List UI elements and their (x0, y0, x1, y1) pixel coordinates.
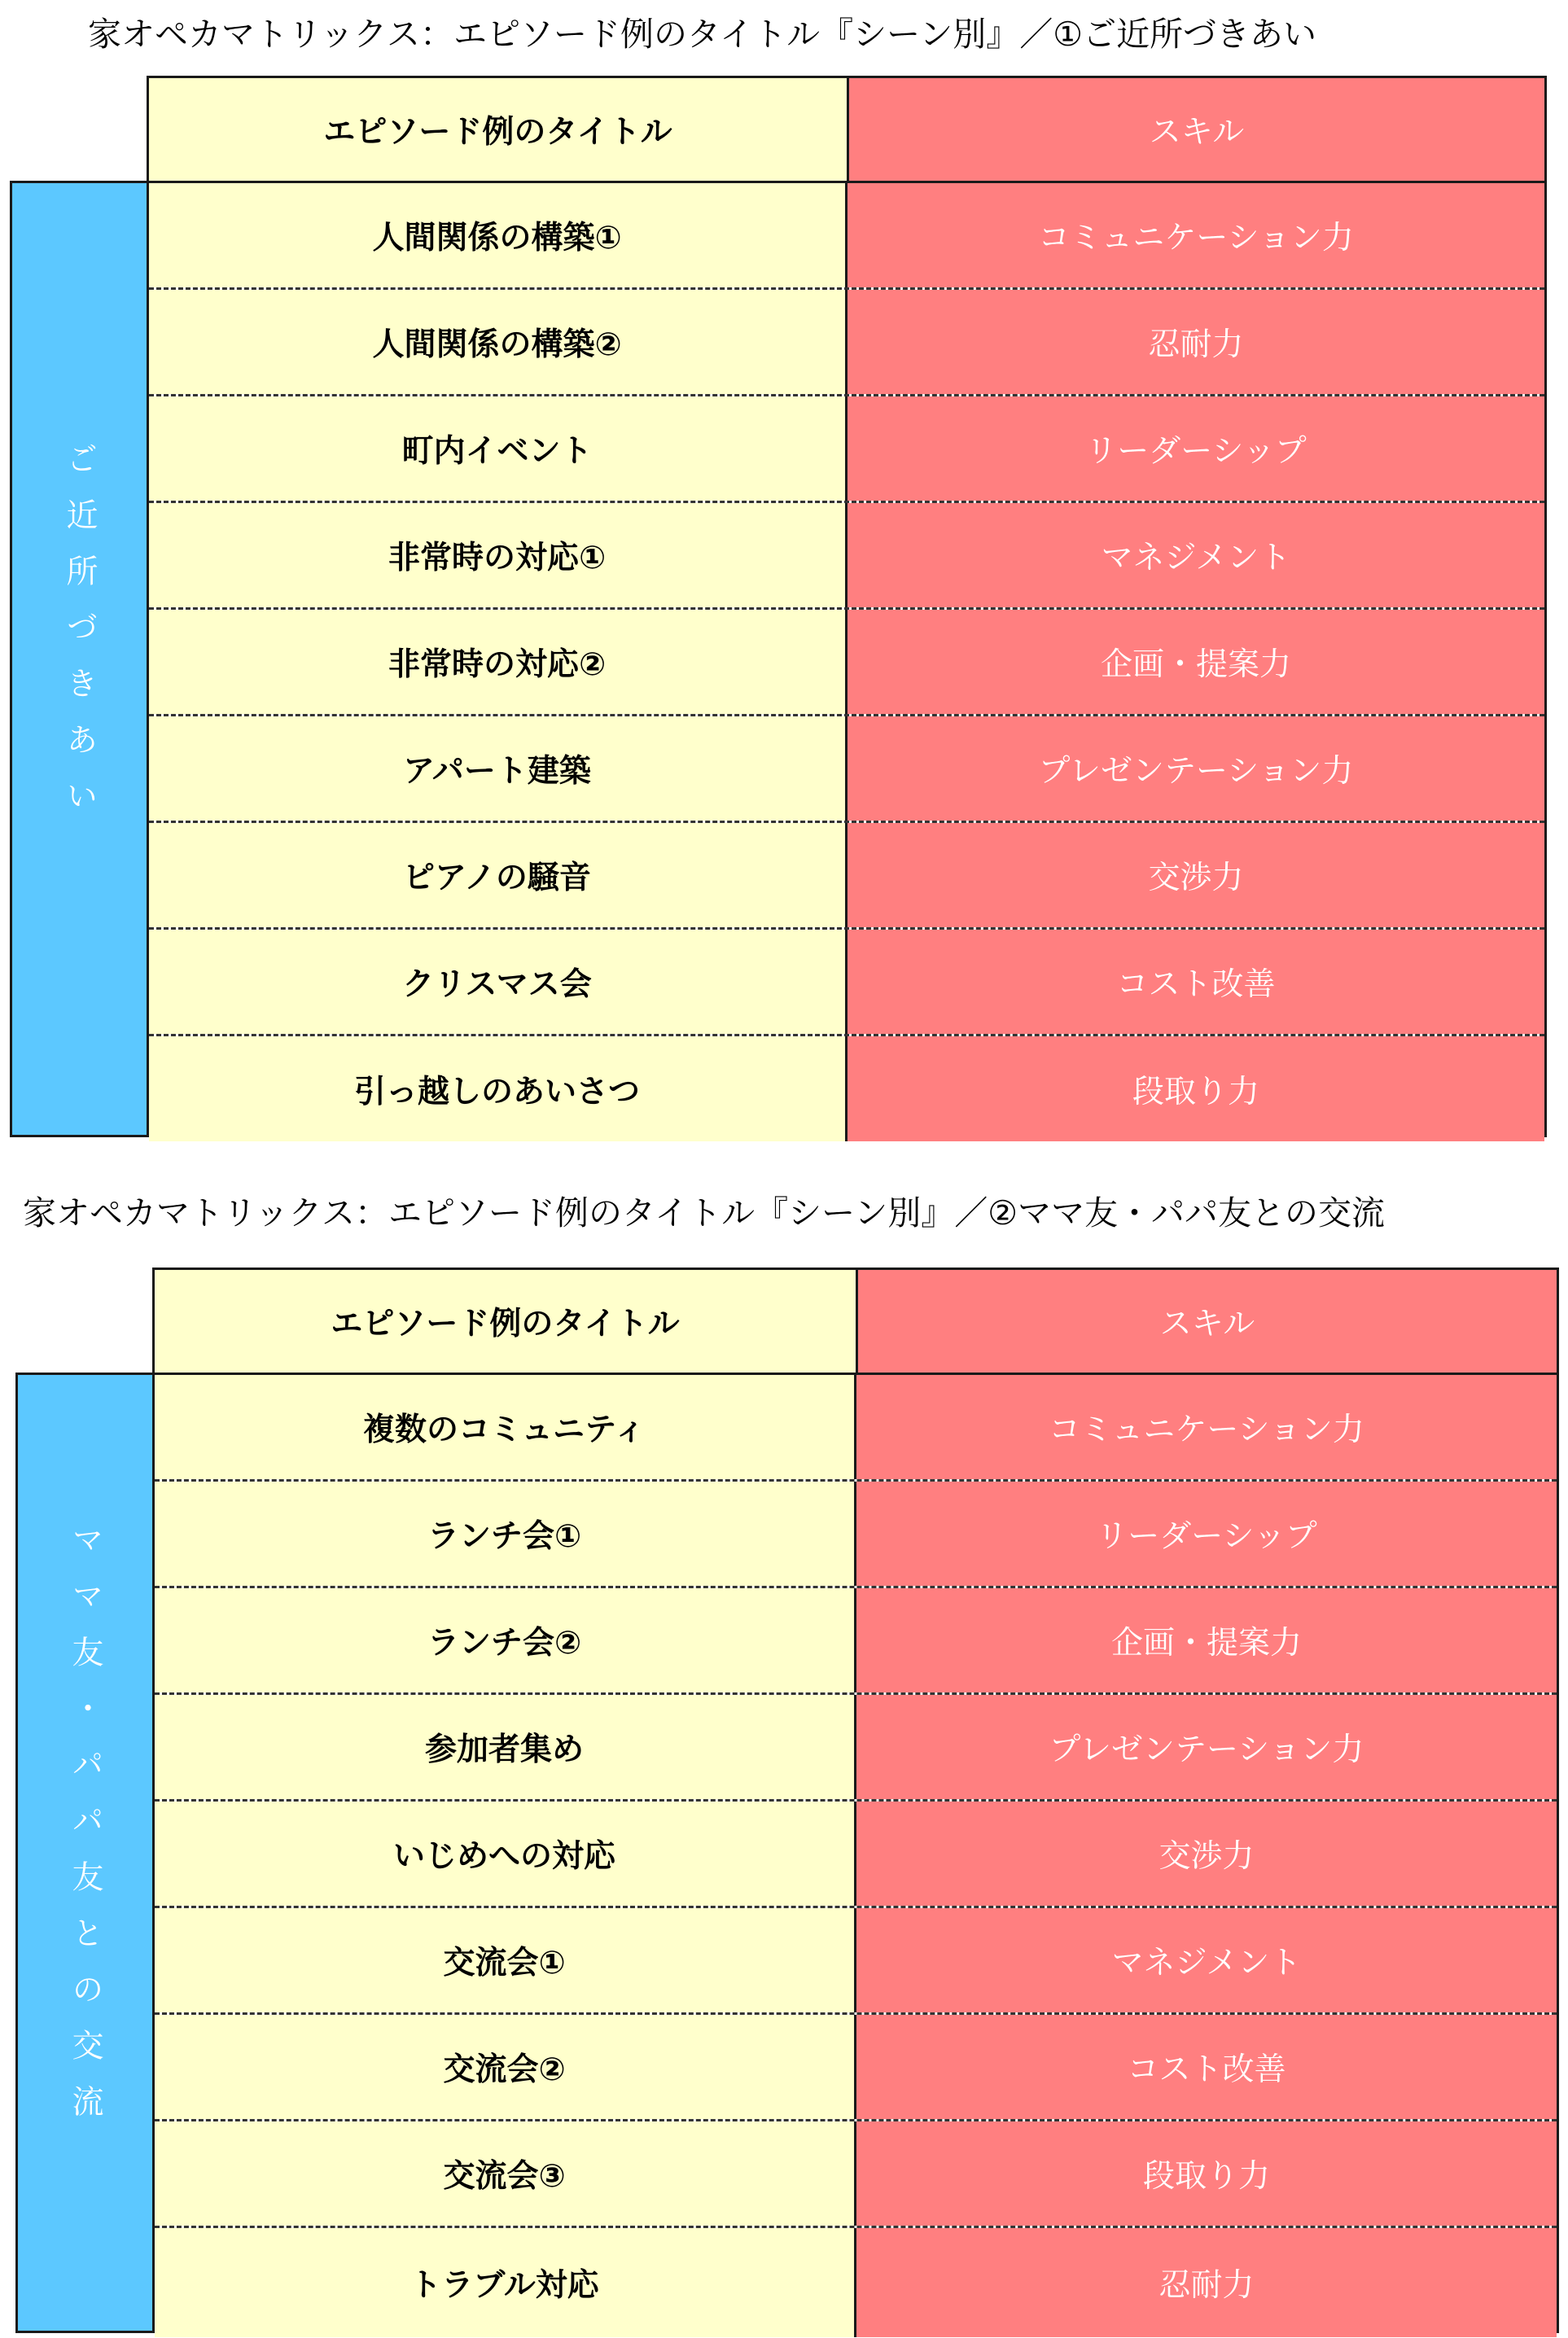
skill-cell: コスト改善 (848, 930, 1544, 1034)
table-row (155, 1906, 1557, 2012)
table-row (155, 1479, 1557, 1586)
skill-cell: 段取り力 (848, 1036, 1544, 1141)
skill-cell: 忍耐力 (848, 290, 1544, 394)
skill-cell: 忍耐力 (856, 2228, 1557, 2337)
table-row (149, 501, 1544, 607)
skill-cell: 段取り力 (856, 2121, 1557, 2226)
table-row (155, 1375, 1557, 1479)
sidebar-category (10, 181, 149, 1137)
skill-cell: プレゼンテーション力 (848, 716, 1544, 821)
table-row (149, 183, 1544, 287)
episode-table (152, 1373, 1559, 2333)
episode-title-cell: 非常時の対応① (149, 503, 848, 607)
table-row (155, 1799, 1557, 1906)
header-skill-column: スキル (847, 76, 1547, 183)
episode-title-cell: 引っ越しのあいさつ (149, 1036, 848, 1141)
episode-title-cell: ピアノの騒音 (149, 823, 848, 927)
skill-cell: リーダーシップ (856, 1482, 1557, 1586)
episode-title-cell: ランチ会② (155, 1588, 856, 1692)
header-title-column: エピソード例のタイトル (152, 1268, 856, 1375)
sidebar-category (15, 1373, 155, 2333)
episode-title-cell: アパート建築 (149, 716, 848, 821)
section-title: 家オペカマトリックス：エピソード例のタイトル『シーン別』／②ママ友・パパ友との交流 (23, 1193, 1386, 1232)
skill-cell: コミュニケーション力 (856, 1375, 1557, 1479)
table-row (155, 2119, 1557, 2226)
episode-title-cell: いじめへの対応 (155, 1802, 856, 1906)
episode-title-cell: トラブル対応 (155, 2228, 856, 2337)
table-header (152, 1268, 1559, 1375)
header-title-column: エピソード例のタイトル (147, 76, 847, 183)
skill-cell: 交渉力 (848, 823, 1544, 927)
header-skill-column: スキル (856, 1268, 1559, 1375)
skill-cell: リーダーシップ (848, 396, 1544, 501)
episode-title-cell: 交流会① (155, 1908, 856, 2012)
matrix-section-1 (0, 0, 1568, 1140)
table-row (155, 2012, 1557, 2119)
skill-cell: マネジメント (856, 1908, 1557, 2012)
episode-table (147, 181, 1547, 1137)
episode-title-cell: 複数のコミュニティ (155, 1375, 856, 1479)
matrix-section-2 (0, 1189, 1568, 2338)
sidebar-category-label: ご近所づきあい (61, 442, 98, 835)
skill-cell: 企画・提案力 (856, 1588, 1557, 1692)
sidebar-category-label: ママ友・パパ友との交流 (67, 1523, 103, 2141)
episode-title-cell: 交流会② (155, 2015, 856, 2119)
episode-title-cell: 参加者集め (155, 1695, 856, 1799)
skill-cell: コミュニケーション力 (848, 183, 1544, 287)
table-row (149, 607, 1544, 714)
skill-cell: 交渉力 (856, 1802, 1557, 1906)
table-row (149, 394, 1544, 501)
table-header (147, 76, 1547, 183)
table-row (149, 287, 1544, 394)
table-row (149, 1034, 1544, 1141)
skill-cell: プレゼンテーション力 (856, 1695, 1557, 1799)
table-row (149, 927, 1544, 1034)
episode-title-cell: クリスマス会 (149, 930, 848, 1034)
episode-title-cell: 交流会③ (155, 2121, 856, 2226)
table-row (149, 714, 1544, 821)
table-row (155, 1586, 1557, 1692)
episode-title-cell: ランチ会① (155, 1482, 856, 1586)
skill-cell: 企画・提案力 (848, 610, 1544, 714)
table-row (149, 821, 1544, 927)
section-title: 家オペカマトリックス：エピソード例のタイトル『シーン別』／①ご近所づきあい (88, 15, 1317, 54)
table-row (155, 1692, 1557, 1799)
episode-title-cell: 町内イベント (149, 396, 848, 501)
table-row (155, 2226, 1557, 2337)
episode-title-cell: 人間関係の構築① (149, 183, 848, 287)
episode-title-cell: 非常時の対応② (149, 610, 848, 714)
episode-title-cell: 人間関係の構築② (149, 290, 848, 394)
skill-cell: コスト改善 (856, 2015, 1557, 2119)
skill-cell: マネジメント (848, 503, 1544, 607)
